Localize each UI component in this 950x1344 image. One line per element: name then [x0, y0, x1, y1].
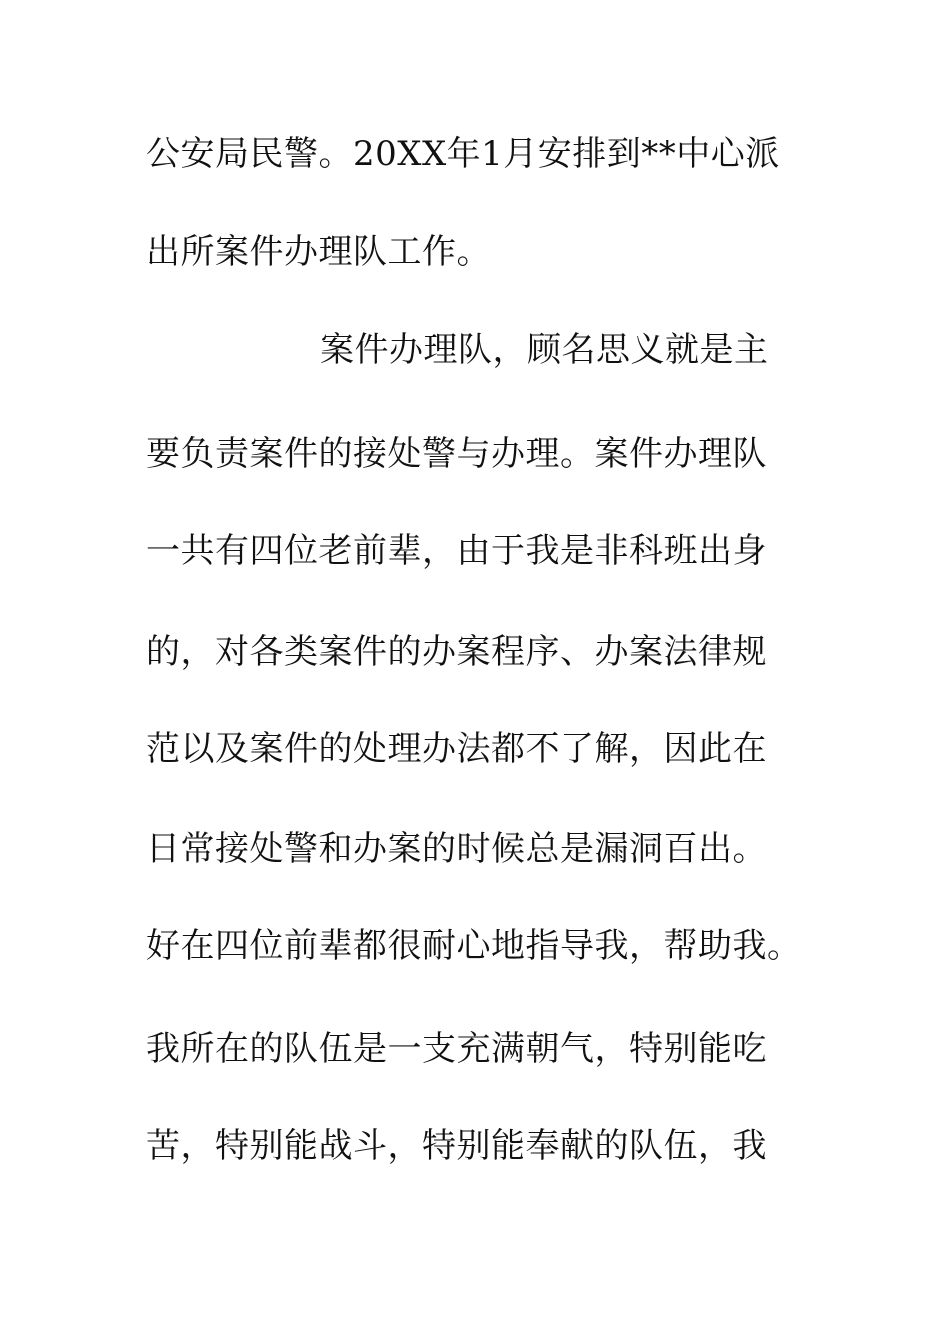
text-line: 苦，特别能战斗，特别能奉献的队伍，我 — [146, 1126, 767, 1166]
text-line: 范以及案件的处理办法都不了解，因此在 — [146, 729, 767, 769]
text-line: 公安局民警。20XX年1月安排到**中心派 — [146, 134, 780, 174]
text-line: 我所在的队伍是一支充满朝气，特别能吃 — [146, 1029, 767, 1069]
paragraph-start-line: 案件办理队，顾名思义就是主 — [320, 330, 769, 370]
text-line: 出所案件办理队工作。 — [146, 232, 491, 272]
text-line: 好在四位前辈都很耐心地指导我，帮助我。 — [146, 926, 802, 966]
text-line: 的，对各类案件的办案程序、办案法律规 — [146, 632, 767, 672]
text-line: 要负责案件的接处警与办理。案件办理队 — [146, 434, 767, 474]
text-line: 一共有四位老前辈，由于我是非科班出身 — [146, 531, 767, 571]
text-line: 日常接处警和办案的时候总是漏洞百出。 — [146, 829, 767, 869]
